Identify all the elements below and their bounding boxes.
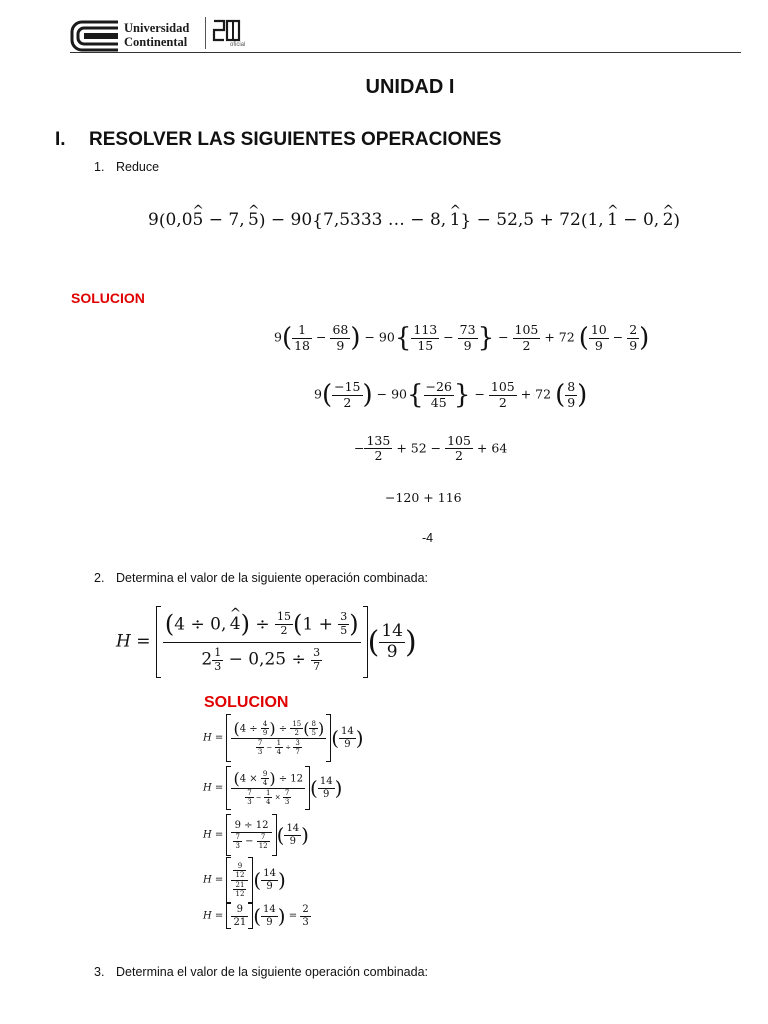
problem-2-expression: H = (4 ÷ 0, ^ 4) ÷ $\frac{15}{2}$ (1 + $\frac{3}{5}$ ) 2 $\frac{1}{3}$ − 0,25 ÷ $\frac{3}{7}$ ( $\frac{14}{9}$ ) — [116, 606, 417, 678]
header-rule — [70, 52, 741, 53]
badge-caption: oficial — [230, 42, 246, 48]
document-header — [70, 14, 742, 54]
logo-divider — [205, 17, 206, 49]
problem-2-step-3: H = 9 ÷ 12 $\frac{7}{3}$ − $\frac{7}{12}$ ( $\frac{14}{9}$ ) — [203, 814, 309, 856]
solution-1-label: SOLUCION — [71, 290, 145, 306]
item-2-number: 2. — [94, 571, 105, 585]
anniversary-badge-icon — [212, 18, 242, 44]
item-3-text: Determina el valor de la siguiente operación combinada: — [116, 965, 428, 979]
solution-2-label: SOLUCION — [204, 694, 289, 711]
problem-1-expression: 9(0,0^ 5 − 7, ^ 5) − 90{7,5333 … − 8, ^ 1} − 52,5 + 72(1, ^ 1 − 0, ^ 2) — [148, 210, 680, 231]
section-title: RESOLVER LAS SIGUIENTES OPERACIONES — [89, 129, 502, 150]
problem-1-step-2: 9( $\frac{-15}{2}$ ) − 90{ $\frac{-26}{45}$ } − $\frac{105}{2}$ + 72 ( $\frac{8}{9}$ ) — [314, 379, 588, 410]
problem-2-step-5: H = $\frac{9}{21}$ ( $\frac{14}{9}$ ) = $\frac{2}{3}$ — [203, 904, 309, 928]
item-1-text: Reduce — [116, 160, 160, 174]
problem-1-step-4: −120 + 116 — [385, 490, 462, 505]
item-2-text: Determina el valor de la siguiente operación combinada: — [116, 571, 428, 585]
problem-2-step-2: H = (4 × $\frac{9}{4}$ ) ÷ 12 $\frac{7}{3}$ − $\frac{1}{4}$ × $\frac{7}{3}$ ( $\frac{14}{9}$ ) — [203, 766, 342, 810]
university-logo-icon — [70, 20, 120, 52]
problem-1-step-1: 9( $\frac{1}{18}$ − $\frac{68}{9}$ ) − 90{ $\frac{113}{15}$ − $\frac{73}{9}$ } − $\frac{105}{2}$ + 72 ( $\frac{10}{9}$ − $\frac{2}{9}$ ) — [274, 322, 650, 353]
university-name: Universidad Continental — [124, 21, 190, 49]
problem-2-step-4: H = $\frac{\frac{9}{12}}{\frac{21}{12}}$ ( $\frac{14}{9}$ ) — [203, 857, 286, 903]
problem-2-step-1: H = (4 ÷ $\frac{4}{9}$ ) ÷ $\frac{15}{2}$ ( $\frac{8}{5}$ ) $\frac{7}{3}$ − $\frac{1}{4}$ ÷ $\frac{3}{7}$ ( $\frac{14}{9}$ ) — [203, 714, 364, 762]
section-number: I. — [55, 129, 66, 150]
item-3-number: 3. — [94, 965, 105, 979]
item-1-number: 1. — [94, 160, 105, 174]
problem-1-result: -4 — [422, 531, 434, 545]
problem-1-step-3: − $\frac{135}{2}$ + 52 − $\frac{105}{2}$ + 64 — [354, 433, 508, 464]
unit-title: UNIDAD I — [365, 76, 455, 98]
